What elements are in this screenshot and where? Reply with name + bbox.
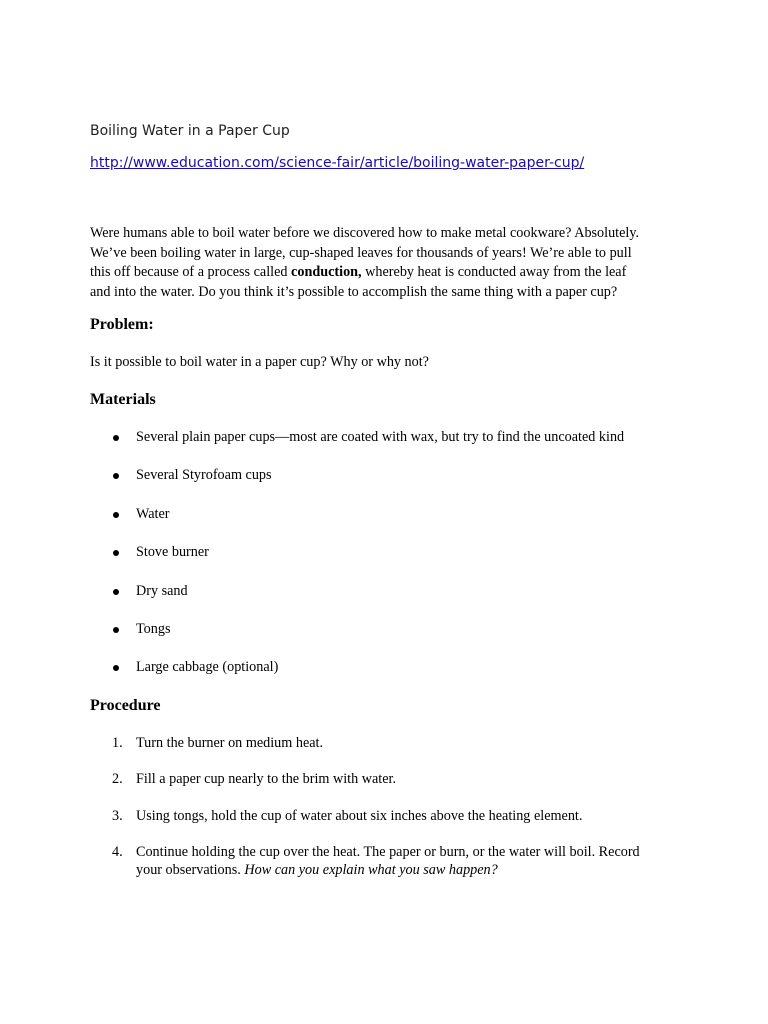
bullet-icon [113, 435, 119, 441]
materials-item-label: Several plain paper cups—most are coated with wax, but try to find the uncoated kind [136, 429, 625, 445]
bullet-icon [113, 665, 119, 671]
step-number: 4. [112, 844, 123, 860]
document-title: Boiling Water in a Paper Cup [90, 123, 290, 139]
step-number: 1. [112, 735, 123, 751]
step-text: Fill a paper cup nearly to the brim with water. [136, 771, 397, 787]
source-link[interactable]: http://www.education.com/science-fair/article/boiling-water-paper-cup/ [90, 155, 585, 171]
step-line-text: your observations. [136, 862, 245, 878]
step-text: Using tongs, hold the cup of water about six inches above the heating element. [136, 808, 583, 824]
materials-item-label: Tongs [136, 621, 171, 637]
step-text: Turn the burner on medium heat. [136, 735, 324, 751]
materials-item-label: Stove burner [136, 544, 209, 560]
intro-text: whereby heat is conducted away from the leaf [361, 264, 627, 281]
procedure-heading: Procedure [90, 697, 161, 714]
intro-line: Were humans able to boil water before we discovered how to make metal cookware? Absolutely. [90, 225, 640, 241]
step-text [136, 843, 640, 879]
step-line [136, 861, 640, 879]
step-line: Continue holding the cup over the heat. The paper or burn, or the water will boil. Record [136, 844, 640, 860]
materials-item-label: Dry sand [136, 583, 188, 599]
step-question: How can you explain what you saw happen? [244, 862, 498, 878]
bullet-icon [113, 512, 119, 518]
bullet-icon [113, 550, 119, 556]
bullet-icon [113, 627, 119, 633]
conduction-term: conduction, [291, 264, 362, 281]
intro-line: We’ve been boiling water in large, cup-shaped leaves for thousands of years! We’re able to pull [90, 244, 632, 261]
materials-item-label: Several Styrofoam cups [136, 467, 272, 483]
bullet-icon [113, 589, 119, 595]
intro-line [90, 263, 690, 283]
step-number: 3. [112, 808, 123, 824]
intro-line: and into the water. Do you think it’s possible to accomplish the same thing with a paper cup? [90, 283, 618, 300]
problem-text: Is it possible to boil water in a paper cup? Why or why not? [90, 354, 429, 370]
intro-text: this off because of a process called [90, 264, 292, 281]
bullet-icon [113, 473, 119, 479]
materials-heading: Materials [90, 391, 156, 408]
step-number: 2. [112, 771, 123, 787]
problem-heading: Problem: [90, 316, 154, 333]
materials-item-label: Large cabbage (optional) [136, 659, 279, 675]
intro-paragraph [90, 224, 690, 302]
materials-item-label: Water [136, 506, 170, 522]
